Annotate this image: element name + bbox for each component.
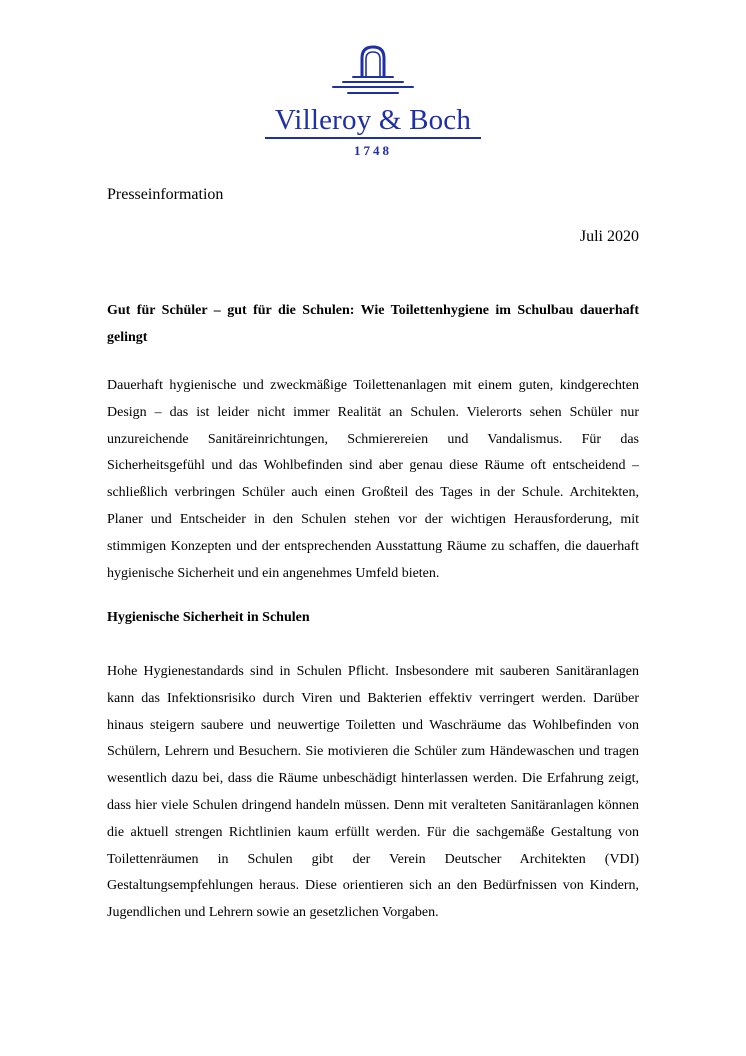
document-type: Presseinformation: [107, 186, 224, 203]
section-paragraph: Hohe Hygienestandards sind in Schulen Pflicht. Insbesondere mit sauberen Sanitäranlagen kann das Infektionsrisiko durch Viren und Bakterien effektiv verringert werden. Darüber hinaus steigern saubere und neuwertige Toiletten und Waschräume das Wohlbefinden von Schülern, Lehrern und Besuchern. Sie motivieren die Schüler zum Händewaschen und tragen wesentlich dazu bei, dass die Räume unbeschädigt hinterlassen werden. Die Erfahrung zeigt, dass hier viele Schulen dringend handeln müssen. Denn mit veralteten Sanitäranlagen können die aktuell strengen Richtlinien kaum erfüllt werden. Für die sachgemäße Gestaltung von Toilettenräumen in Schulen gibt der Verein Deutscher Architekten (VDI) Gestaltungsempfehlungen heraus. Diese orientieren sich an den Bedürfnissen von Kindern, Jugendlichen und Lehrern sowie an gesetzlichen Vorgaben.: [107, 664, 639, 921]
brand-underline: [265, 137, 481, 139]
brand-year: 1748: [354, 143, 392, 158]
document-date: Juli 2020: [579, 228, 639, 245]
arch-fountain-icon: [265, 44, 481, 104]
article-title: Gut für Schüler – gut für die Schulen: Wie Toilettenhygiene im Schulbau dauerhaft gelingt: [107, 303, 639, 345]
intro-paragraph: Dauerhaft hygienische und zweckmäßige Toilettenanlagen mit einem guten, kindgerechten Design – das ist leider nicht immer Realität an Schulen. Vielerorts sehen Schüler nur unzureichende Sanitäreinrichtungen, Schmierereien und Vandalismus. Für das Sicherheitsgefühl und das Wohlbefinden sind aber genau diese Räume oft entscheidend – schließlich verbringen Schüler auch einen Großteil des Tages in der Schule. Architekten, Planer und Entscheider in den Schulen stehen vor der wichtigen Herausforderung, mit stimmigen Konzepten und der entsprechenden Ausstattung Räume zu schaffen, die dauerhaft hygienische Sicherheit und ein angenehmes Umfeld bieten.: [107, 378, 639, 581]
section-heading: Hygienische Sicherheit in Schulen: [107, 610, 310, 625]
brand-logo: [265, 44, 481, 160]
brand-wordmark: Villeroy & Boch: [274, 104, 472, 136]
